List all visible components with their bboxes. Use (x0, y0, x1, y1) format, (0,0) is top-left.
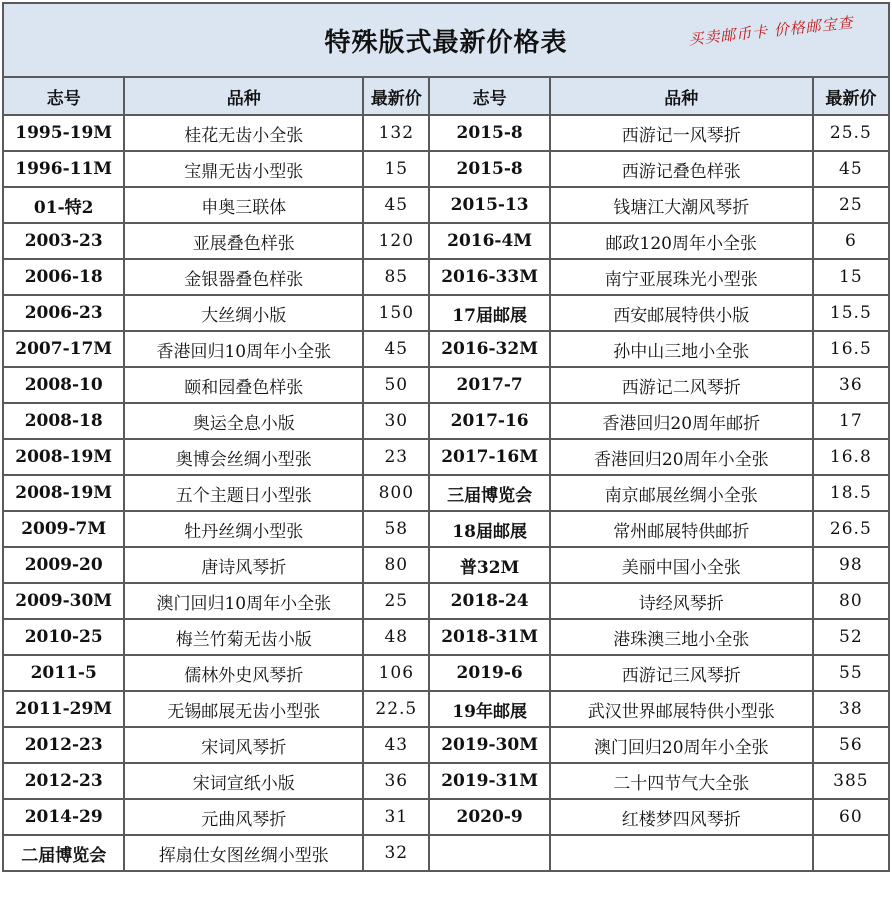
price-cell-left: 48 (363, 619, 429, 655)
variety-cell-right: 香港回归20周年邮折 (550, 403, 813, 439)
price-cell-right (813, 835, 889, 871)
table-row (3, 151, 889, 187)
code-cell-right: 2016-32M (429, 331, 549, 367)
price-cell-right: 38 (813, 691, 889, 727)
code-cell-left: 2012-23 (3, 727, 124, 763)
code-cell-right: 2017-16 (429, 403, 549, 439)
variety-cell-right: 西游记一风琴折 (550, 115, 813, 151)
table-row (3, 187, 889, 223)
price-cell-right: 16.8 (813, 439, 889, 475)
variety-cell-right: 钱塘江大潮风琴折 (550, 187, 813, 223)
code-cell-left: 2011-5 (3, 655, 124, 691)
variety-cell-left: 香港回归10周年小全张 (124, 331, 363, 367)
table-row (3, 331, 889, 367)
table-row (3, 295, 889, 331)
price-cell-left: 45 (363, 331, 429, 367)
code-cell-right: 2015-8 (429, 151, 549, 187)
variety-cell-right: 南宁亚展珠光小型张 (550, 259, 813, 295)
variety-cell-right: 孙中山三地小全张 (550, 331, 813, 367)
title-bar (2, 2, 890, 76)
price-cell-right: 15.5 (813, 295, 889, 331)
price-cell-right: 56 (813, 727, 889, 763)
variety-cell-left: 金银器叠色样张 (124, 259, 363, 295)
price-cell-right: 52 (813, 619, 889, 655)
price-cell-right: 26.5 (813, 511, 889, 547)
table-row (3, 223, 889, 259)
table-row (3, 763, 889, 799)
price-cell-left: 58 (363, 511, 429, 547)
variety-cell-left: 牡丹丝绸小型张 (124, 511, 363, 547)
variety-cell-left: 儒林外史风琴折 (124, 655, 363, 691)
price-cell-right: 80 (813, 583, 889, 619)
price-cell-left: 45 (363, 187, 429, 223)
variety-cell-right: 美丽中国小全张 (550, 547, 813, 583)
code-cell-right: 17届邮展 (429, 295, 549, 331)
variety-cell-left: 挥扇仕女图丝绸小型张 (124, 835, 363, 871)
code-cell-right (429, 835, 549, 871)
variety-cell-left: 大丝绸小版 (124, 295, 363, 331)
handwritten-stamp: 买卖邮币卡 价格邮宝查 (687, 13, 855, 49)
variety-cell-left: 宝鼎无齿小型张 (124, 151, 363, 187)
variety-cell-left: 桂花无齿小全张 (124, 115, 363, 151)
variety-cell-left: 澳门回归10周年小全张 (124, 583, 363, 619)
price-cell-right: 6 (813, 223, 889, 259)
code-cell-left: 2008-19M (3, 439, 124, 475)
header-variety-2: 品种 (550, 77, 813, 115)
variety-cell-right (550, 835, 813, 871)
variety-cell-right: 红楼梦四风琴折 (550, 799, 813, 835)
variety-cell-right: 邮政120周年小全张 (550, 223, 813, 259)
code-cell-left: 2006-18 (3, 259, 124, 295)
header-price-2: 最新价 (813, 77, 889, 115)
code-cell-left: 2009-20 (3, 547, 124, 583)
price-cell-right: 60 (813, 799, 889, 835)
variety-cell-left: 无锡邮展无齿小型张 (124, 691, 363, 727)
table-row (3, 655, 889, 691)
code-cell-left: 2007-17M (3, 331, 124, 367)
price-cell-left: 150 (363, 295, 429, 331)
table-row (3, 583, 889, 619)
table-row (3, 367, 889, 403)
page-title: 特殊版式最新价格表 (324, 27, 568, 58)
code-cell-right: 2019-31M (429, 763, 549, 799)
price-table (2, 76, 890, 872)
code-cell-right: 普32M (429, 547, 549, 583)
variety-cell-left: 申奥三联体 (124, 187, 363, 223)
table-row (3, 259, 889, 295)
price-cell-left: 120 (363, 223, 429, 259)
code-cell-left: 2014-29 (3, 799, 124, 835)
variety-cell-left: 唐诗风琴折 (124, 547, 363, 583)
price-cell-right: 18.5 (813, 475, 889, 511)
variety-cell-right: 西游记三风琴折 (550, 655, 813, 691)
variety-cell-right: 诗经风琴折 (550, 583, 813, 619)
price-cell-left: 32 (363, 835, 429, 871)
header-row (3, 77, 889, 115)
variety-cell-left: 奥运全息小版 (124, 403, 363, 439)
variety-cell-left: 五个主题日小型张 (124, 475, 363, 511)
table-row (3, 511, 889, 547)
code-cell-left: 2006-23 (3, 295, 124, 331)
table-row (3, 799, 889, 835)
table-row (3, 475, 889, 511)
price-cell-right: 98 (813, 547, 889, 583)
price-cell-left: 15 (363, 151, 429, 187)
price-cell-left: 50 (363, 367, 429, 403)
variety-cell-right: 南京邮展丝绸小全张 (550, 475, 813, 511)
table-row (3, 835, 889, 871)
code-cell-right: 2018-31M (429, 619, 549, 655)
table-row (3, 691, 889, 727)
variety-cell-right: 西游记叠色样张 (550, 151, 813, 187)
code-cell-right: 2017-7 (429, 367, 549, 403)
variety-cell-right: 港珠澳三地小全张 (550, 619, 813, 655)
code-cell-right: 2019-6 (429, 655, 549, 691)
header-price-1: 最新价 (363, 77, 429, 115)
code-cell-right: 三届博览会 (429, 475, 549, 511)
table-row (3, 547, 889, 583)
code-cell-left: 2012-23 (3, 763, 124, 799)
variety-cell-right: 西安邮展特供小版 (550, 295, 813, 331)
price-cell-right: 16.5 (813, 331, 889, 367)
variety-cell-left: 宋词宣纸小版 (124, 763, 363, 799)
code-cell-left: 2008-10 (3, 367, 124, 403)
table-row (3, 403, 889, 439)
code-cell-right: 19年邮展 (429, 691, 549, 727)
price-cell-left: 132 (363, 115, 429, 151)
code-cell-right: 2020-9 (429, 799, 549, 835)
variety-cell-left: 奥博会丝绸小型张 (124, 439, 363, 475)
code-cell-left: 2003-23 (3, 223, 124, 259)
header-code-1: 志号 (3, 77, 124, 115)
price-cell-left: 85 (363, 259, 429, 295)
variety-cell-right: 二十四节气大全张 (550, 763, 813, 799)
code-cell-right: 2016-33M (429, 259, 549, 295)
variety-cell-right: 武汉世界邮展特供小型张 (550, 691, 813, 727)
price-cell-left: 30 (363, 403, 429, 439)
price-cell-right: 17 (813, 403, 889, 439)
header-code-2: 志号 (429, 77, 549, 115)
code-cell-left: 2011-29M (3, 691, 124, 727)
price-cell-right: 36 (813, 367, 889, 403)
price-cell-right: 15 (813, 259, 889, 295)
price-cell-right: 25.5 (813, 115, 889, 151)
price-cell-left: 800 (363, 475, 429, 511)
code-cell-left: 01-特2 (3, 187, 124, 223)
price-cell-left: 106 (363, 655, 429, 691)
code-cell-left: 2008-19M (3, 475, 124, 511)
code-cell-left: 二届博览会 (3, 835, 124, 871)
variety-cell-right: 西游记二风琴折 (550, 367, 813, 403)
code-cell-left: 2008-18 (3, 403, 124, 439)
variety-cell-left: 亚展叠色样张 (124, 223, 363, 259)
variety-cell-left: 梅兰竹菊无齿小版 (124, 619, 363, 655)
price-cell-left: 22.5 (363, 691, 429, 727)
price-cell-left: 25 (363, 583, 429, 619)
table-row (3, 727, 889, 763)
variety-cell-left: 颐和园叠色样张 (124, 367, 363, 403)
variety-cell-left: 宋词风琴折 (124, 727, 363, 763)
price-cell-right: 55 (813, 655, 889, 691)
code-cell-left: 2009-7M (3, 511, 124, 547)
price-cell-right: 45 (813, 151, 889, 187)
price-cell-right: 385 (813, 763, 889, 799)
variety-cell-left: 元曲风琴折 (124, 799, 363, 835)
code-cell-right: 2015-13 (429, 187, 549, 223)
table-row (3, 115, 889, 151)
table-row (3, 619, 889, 655)
code-cell-left: 1995-19M (3, 115, 124, 151)
code-cell-right: 2018-24 (429, 583, 549, 619)
price-cell-left: 31 (363, 799, 429, 835)
variety-cell-right: 香港回归20周年小全张 (550, 439, 813, 475)
code-cell-right: 2015-8 (429, 115, 549, 151)
code-cell-right: 2017-16M (429, 439, 549, 475)
code-cell-right: 18届邮展 (429, 511, 549, 547)
variety-cell-right: 常州邮展特供邮折 (550, 511, 813, 547)
code-cell-left: 1996-11M (3, 151, 124, 187)
table-row (3, 439, 889, 475)
price-cell-right: 25 (813, 187, 889, 223)
price-table-page (2, 2, 890, 914)
code-cell-right: 2016-4M (429, 223, 549, 259)
code-cell-left: 2009-30M (3, 583, 124, 619)
code-cell-left: 2010-25 (3, 619, 124, 655)
code-cell-right: 2019-30M (429, 727, 549, 763)
price-cell-left: 80 (363, 547, 429, 583)
price-cell-left: 43 (363, 727, 429, 763)
variety-cell-right: 澳门回归20周年小全张 (550, 727, 813, 763)
header-variety-1: 品种 (124, 77, 363, 115)
price-cell-left: 36 (363, 763, 429, 799)
table-body (3, 115, 889, 871)
price-cell-left: 23 (363, 439, 429, 475)
